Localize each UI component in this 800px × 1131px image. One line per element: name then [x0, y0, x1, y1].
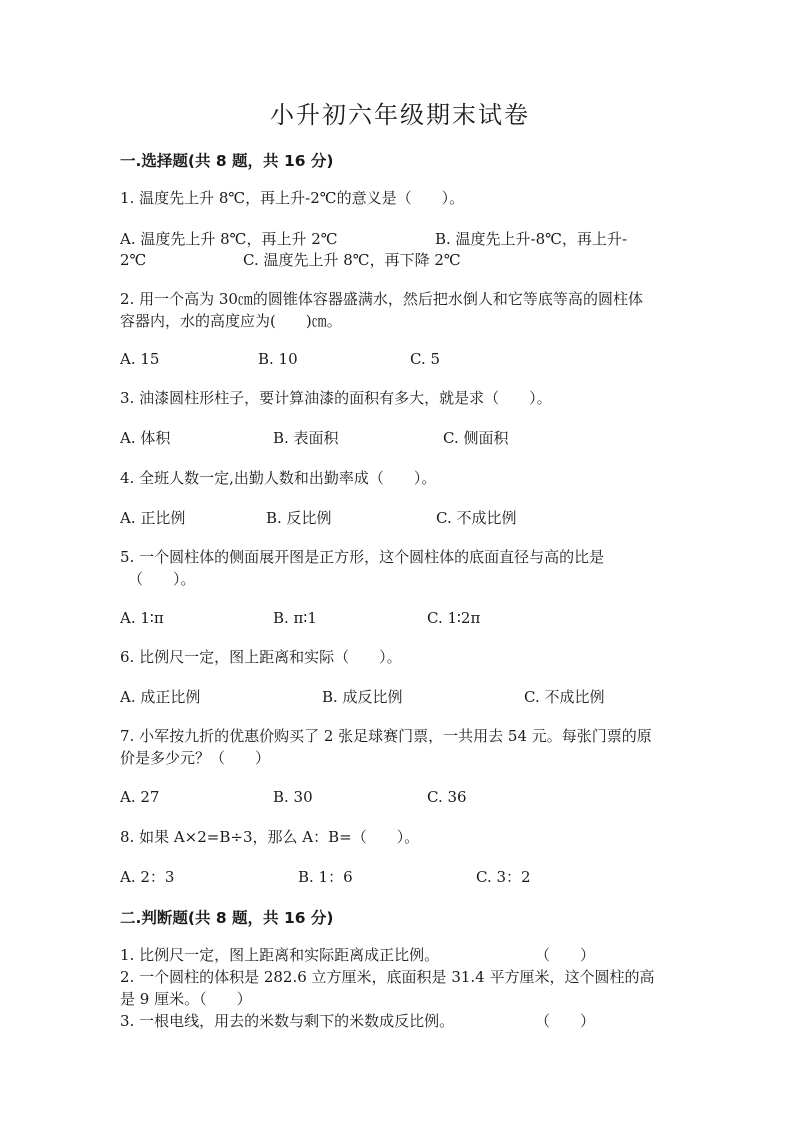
tf-question-3-blank: （ ） — [535, 1012, 596, 1030]
question-1-option-b: B. 温度先上升-8℃，再上升- — [435, 230, 628, 248]
question-6-option-a: A. 成正比例 — [120, 688, 201, 706]
page-title: 小升初六年级期末试卷 — [270, 101, 530, 129]
question-7-option-b: B. 30 — [273, 788, 313, 806]
question-2-option-b: B. 10 — [258, 350, 298, 368]
question-5-stem-line-2: （ ）。 — [128, 570, 196, 588]
section-heading-multiple-choice: 一.选择题(共 8 题，共 16 分) — [120, 152, 334, 170]
question-2-stem-line-2: 容器内，水的高度应为( )㎝。 — [120, 312, 342, 330]
question-6-stem: 6. 比例尺一定，图上距离和实际（ ）。 — [120, 648, 402, 666]
tf-question-3-stem: 3. 一根电线，用去的米数与剩下的米数成反比例。 — [120, 1012, 455, 1030]
question-4-option-b: B. 反比例 — [266, 509, 332, 527]
question-1-option-b-cont: 2℃ — [120, 251, 147, 269]
tf-question-1-stem: 1. 比例尺一定，图上距离和实际距离成正比例。 — [120, 946, 440, 964]
question-7-stem-line-2: 价是多少元？（ ） — [120, 749, 271, 767]
question-7-stem-line-1: 7. 小军按九折的优惠价购买了 2 张足球赛门票，一共用去 54 元。每张门票的原 — [120, 727, 652, 745]
question-5-option-a: A. 1∶π — [120, 609, 164, 627]
question-3-option-b: B. 表面积 — [273, 429, 339, 447]
question-5-option-b: B. π∶1 — [273, 609, 317, 627]
question-4-option-c: C. 不成比例 — [436, 509, 517, 527]
question-4-stem: 4. 全班人数一定,出勤人数和出勤率成（ ）。 — [120, 469, 437, 487]
question-8-stem: 8. 如果 A×2=B÷3，那么 A：B=（ ）。 — [120, 828, 420, 846]
question-2-option-a: A. 15 — [120, 350, 160, 368]
question-8-option-a: A. 2：3 — [120, 868, 175, 886]
question-2-stem-line-1: 2. 用一个高为 30㎝的圆锥体容器盛满水，然后把水倒人和它等底等高的圆柱体 — [120, 290, 643, 308]
question-1-option-c: C. 温度先上升 8℃，再下降 2℃ — [243, 251, 461, 269]
question-3-option-a: A. 体积 — [120, 429, 171, 447]
question-5-option-c: C. 1∶2π — [427, 609, 481, 627]
question-5-stem-line-1: 5. 一个圆柱体的侧面展开图是正方形，这个圆柱体的底面直径与高的比是 — [120, 548, 605, 566]
tf-question-2-stem-line-1: 2. 一个圆柱的体积是 282.6 立方厘米，底面积是 31.4 平方厘米，这个圆柱的高 — [120, 968, 655, 986]
tf-question-2-stem-line-2: 是 9 厘米。（ ） — [120, 990, 252, 1008]
question-1-option-a: A. 温度先上升 8℃，再上升 2℃ — [120, 230, 338, 248]
question-8-option-c: C. 3：2 — [476, 868, 531, 886]
question-6-option-c: C. 不成比例 — [524, 688, 605, 706]
question-7-option-c: C. 36 — [427, 788, 467, 806]
question-6-option-b: B. 成反比例 — [322, 688, 403, 706]
question-1-stem: 1. 温度先上升 8℃，再上升-2℃的意义是（ ）。 — [120, 189, 465, 207]
question-4-option-a: A. 正比例 — [120, 509, 186, 527]
question-3-stem: 3. 油漆圆柱形柱子，要计算油漆的面积有多大，就是求（ ）。 — [120, 389, 552, 407]
question-8-option-b: B. 1：6 — [298, 868, 353, 886]
question-2-option-c: C. 5 — [410, 350, 441, 368]
tf-question-1-blank: （ ） — [535, 946, 596, 964]
question-7-option-a: A. 27 — [120, 788, 160, 806]
section-heading-true-false: 二.判断题(共 8 题，共 16 分) — [120, 909, 334, 927]
question-3-option-c: C. 侧面积 — [443, 429, 509, 447]
